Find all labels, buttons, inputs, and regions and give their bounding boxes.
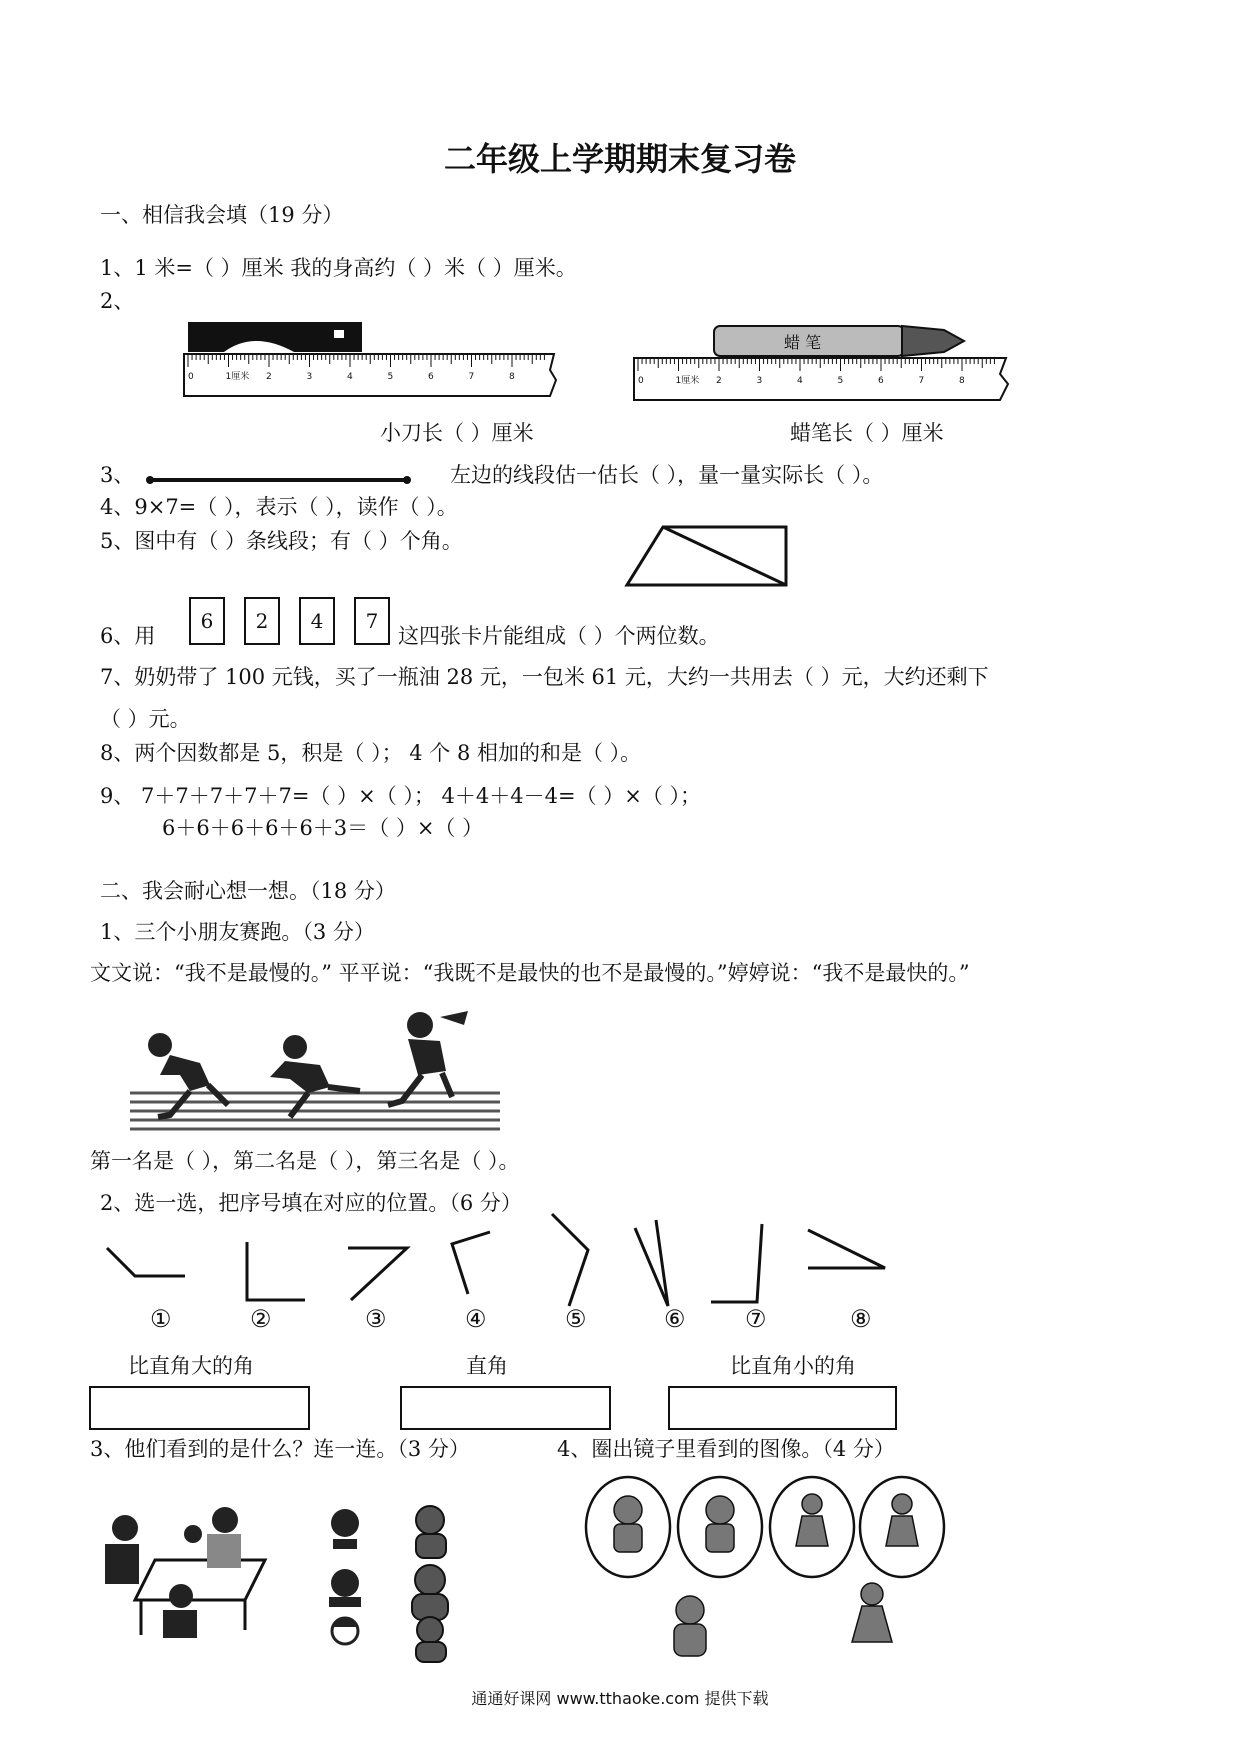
angle-number-8: ⑧ bbox=[850, 1305, 872, 1333]
ruler-label: 2 bbox=[266, 372, 272, 382]
view-options-faces bbox=[315, 1505, 405, 1655]
question-1-3-text: 左边的线段估一估长（ ），量一量实际长（ ）。 bbox=[450, 463, 884, 487]
angle-number-7: ⑦ bbox=[745, 1305, 767, 1333]
crayon-length-label: 蜡笔长（ ）厘米 bbox=[790, 421, 944, 445]
angle-number-6: ⑥ bbox=[664, 1305, 686, 1333]
question-1-9-line-1: 9、 7＋7＋7＋7＋7=（ ）×（ ）； 4＋4＋4－4=（ ）×（ ）； bbox=[100, 784, 702, 808]
ruler-label: 8 bbox=[959, 376, 965, 386]
crayon-label: 蜡 笔 bbox=[784, 333, 822, 352]
angle-1 bbox=[107, 1248, 185, 1276]
trapezoid-figure bbox=[625, 525, 795, 590]
line-segment-figure bbox=[145, 470, 415, 490]
number-card-2: 2 bbox=[244, 597, 280, 645]
question-1-3-number: 3、 bbox=[100, 463, 135, 487]
ruler-label: 7 bbox=[918, 376, 925, 386]
ruler-label: 6 bbox=[878, 376, 884, 386]
acute-angle-label: 比直角小的角 bbox=[730, 1354, 856, 1378]
right-angle-label: 直角 bbox=[466, 1354, 508, 1378]
angle-number-3: ③ bbox=[365, 1305, 387, 1333]
ruler-label: 4 bbox=[347, 372, 353, 382]
angle-7 bbox=[711, 1224, 762, 1302]
acute-angle-answer-box[interactable] bbox=[668, 1386, 897, 1430]
ruler-label: 5 bbox=[837, 376, 844, 386]
ruler-label: 4 bbox=[797, 376, 803, 386]
angle-number-4: ④ bbox=[465, 1305, 487, 1333]
question-2-3-title: 3、他们看到的是什么？连一连。（3 分） bbox=[90, 1437, 470, 1461]
question-1-7-line-2: （ ）元。 bbox=[100, 707, 191, 731]
question-2-4-title: 4、圈出镜子里看到的图像。（4 分） bbox=[557, 1437, 895, 1461]
ruler-label: 3 bbox=[756, 376, 763, 386]
ruler-with-knife-figure bbox=[184, 320, 564, 410]
obtuse-angle-label: 比直角大的角 bbox=[128, 1354, 254, 1378]
number-card-3: 4 bbox=[299, 597, 335, 645]
ruler-with-crayon-figure bbox=[634, 320, 1024, 410]
question-1-1: 1、1 米=（ ）厘米 我的身高约（ ）米（ ）厘米。 bbox=[100, 256, 577, 280]
obtuse-angle-answer-box[interactable] bbox=[89, 1386, 310, 1430]
ruler-label: 3 bbox=[306, 372, 313, 382]
section-1-heading: 一、相信我会填（19 分） bbox=[100, 203, 344, 227]
question-1-7-line-1: 7、奶奶带了 100 元钱，买了一瓶油 28 元，一包米 61 元，大约一共用去（ ）元，大约还剩下 bbox=[100, 665, 989, 689]
angle-number-5: ⑤ bbox=[565, 1305, 587, 1333]
question-1-8: 8、两个因数都是 5，积是（ ）； 4 个 8 相加的和是（ ）。 bbox=[100, 741, 642, 765]
question-1-9-line-2: 6＋6＋6＋6＋6＋3＝（ ）×（ ） bbox=[162, 816, 484, 840]
angle-3 bbox=[348, 1248, 407, 1300]
ruler-label: 1厘米 bbox=[225, 372, 250, 382]
ruler-label: 7 bbox=[468, 372, 475, 382]
angle-8 bbox=[808, 1230, 885, 1268]
section-2-heading: 二、我会耐心想一想。（18 分） bbox=[100, 879, 396, 903]
ruler-label: 5 bbox=[387, 372, 394, 382]
angle-number-1: ① bbox=[150, 1305, 172, 1333]
footer-text: 通通好课网 www.tthaoke.com 提供下载 bbox=[471, 1689, 769, 1708]
question-1-6-prefix: 6、用 bbox=[100, 624, 156, 648]
angle-2 bbox=[247, 1242, 305, 1300]
question-2-1-title: 1、三个小朋友赛跑。（3 分） bbox=[100, 920, 375, 944]
angle-6 bbox=[635, 1220, 668, 1306]
ruler-label: 0 bbox=[638, 376, 644, 386]
mirror-images-illustration bbox=[580, 1482, 990, 1662]
question-2-2-title: 2、选一选，把序号填在对应的位置。（6 分） bbox=[100, 1191, 522, 1215]
question-1-5: 5、图中有（ ）条线段；有（ ）个角。 bbox=[100, 529, 463, 553]
angle-5 bbox=[552, 1214, 588, 1306]
knife-length-label: 小刀长（ ）厘米 bbox=[380, 421, 534, 445]
question-1-6-suffix: 这四张卡片能组成（ ）个两位数。 bbox=[398, 624, 720, 648]
ruler-label: 6 bbox=[428, 372, 434, 382]
running-race-illustration bbox=[130, 1005, 500, 1137]
question-1-4: 4、9×7=（ ），表示（ ），读作（ ）。 bbox=[100, 495, 458, 519]
ruler-label: 8 bbox=[509, 372, 515, 382]
question-1-2-number: 2、 bbox=[100, 289, 135, 313]
question-2-1-quote: 文文说：“我不是最慢的。” 平平说：“我既不是最快的也不是最慢的。”婷婷说：“我不是最快的。” bbox=[90, 961, 970, 985]
ruler-label: 0 bbox=[188, 372, 194, 382]
angle-4 bbox=[452, 1232, 490, 1294]
question-2-1-answer: 第一名是（ ），第二名是（ ），第三名是（ ）。 bbox=[90, 1149, 520, 1173]
angle-figures bbox=[95, 1210, 915, 1320]
angle-number-2: ② bbox=[250, 1305, 272, 1333]
view-options-toys bbox=[398, 1500, 468, 1665]
table-viewing-illustration bbox=[95, 1500, 275, 1640]
number-card-4: 7 bbox=[354, 597, 390, 645]
right-angle-answer-box[interactable] bbox=[400, 1386, 611, 1430]
page-title: 二年级上学期期末复习卷 bbox=[443, 140, 796, 178]
ruler-label: 2 bbox=[716, 376, 722, 386]
ruler-label: 1厘米 bbox=[675, 376, 700, 386]
number-card-1: 6 bbox=[189, 597, 225, 645]
